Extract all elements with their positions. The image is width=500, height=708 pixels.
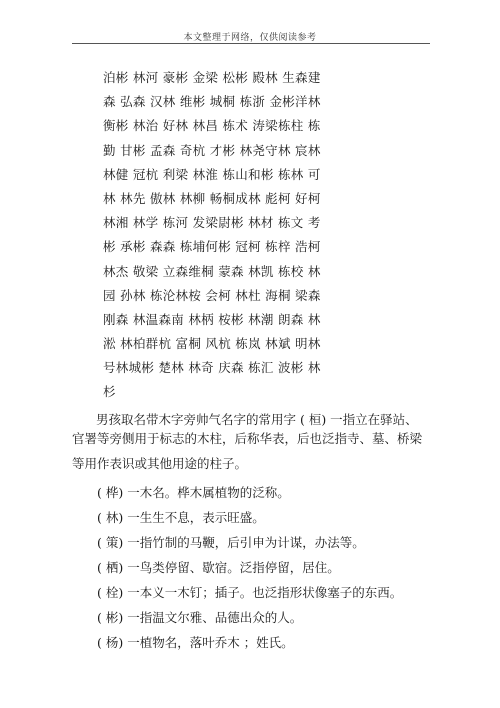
name-line: 衡彬 林治 好林 林昌 栋术 涛梁栋柱 栋 xyxy=(103,118,321,134)
definition-item: ( 林) 一生生不息，表示旺盛。 xyxy=(97,510,265,525)
name-line: 园 孙林 栋沦林桉 会柯 林杜 海桐 梁森 xyxy=(103,287,321,303)
intro-text-continued: 等用作表识或其他用途的柱子。 xyxy=(72,456,248,471)
name-line: 林 林先 傲林 林柳 畅桐成林 彪柯 好柯 xyxy=(103,190,321,206)
name-line: 号林城彬 楚林 林奇 庆森 栋汇 波彬 林 xyxy=(103,360,321,376)
name-line: 林湘 林学 栋河 发梁尉彬 林材 栋文 考 xyxy=(103,215,321,231)
name-line: 林杰 敬梁 立森维桐 蒙森 林凯 栋校 林 xyxy=(103,263,321,279)
name-line: 淞 林柏群杭 富桐 风杭 栋岚 林斌 明林 xyxy=(103,336,321,352)
definition-item: ( 策) 一指竹制的马鞭，后引申为计谋，办法等。 xyxy=(97,535,365,550)
intro-paragraph xyxy=(72,410,430,473)
header-rule xyxy=(72,43,430,44)
definition-list xyxy=(97,480,427,655)
page-header: 本文整理于网络，仅供阅读参考 xyxy=(183,33,317,43)
definition-item: ( 杨) 一植物名，落叶乔木 ；姓氏。 xyxy=(97,635,294,650)
definition-item: ( 栓) 一本义一木钉；插子。也泛指形状像塞子的东西。 xyxy=(97,585,403,600)
definition-item: ( 栖) 一鸟类停留、歇宿。泛指停留，居住。 xyxy=(97,560,340,575)
definition-item: ( 彬) 一指温文尔雅、品德出众的人。 xyxy=(97,610,303,625)
definition-item: ( 桦) 一木名。桦木属植物的泛称。 xyxy=(97,485,290,500)
name-list xyxy=(103,66,343,405)
name-line: 勤 甘彬 孟森 奇杭 才彬 林尧守林 宸林 xyxy=(103,142,321,158)
name-line: 泊彬 林河 豪彬 金梁 松彬 殿林 生森建 xyxy=(103,70,321,85)
name-line: 森 弘森 汉林 维彬 城桐 栋浙 金彬洋林 xyxy=(103,94,321,110)
name-line: 刚森 林温森南 林柄 桉彬 林潮 朗森 林 xyxy=(103,311,321,327)
intro-text: 男孩取名带木字旁帅气名字的常用字 ( 桓) 一指立在驿站、官署等旁侧用于标志的木柱，后称华表，后也泛指寺、墓、桥梁 xyxy=(72,412,423,446)
name-line: 彬 承彬 森森 栋埔何彬 冠柯 栋梓 浩柯 xyxy=(103,239,321,255)
name-line: 林健 冠杭 利梁 林淮 栋山和彬 栋林 可 xyxy=(103,166,321,182)
name-line: 杉 xyxy=(103,384,116,400)
